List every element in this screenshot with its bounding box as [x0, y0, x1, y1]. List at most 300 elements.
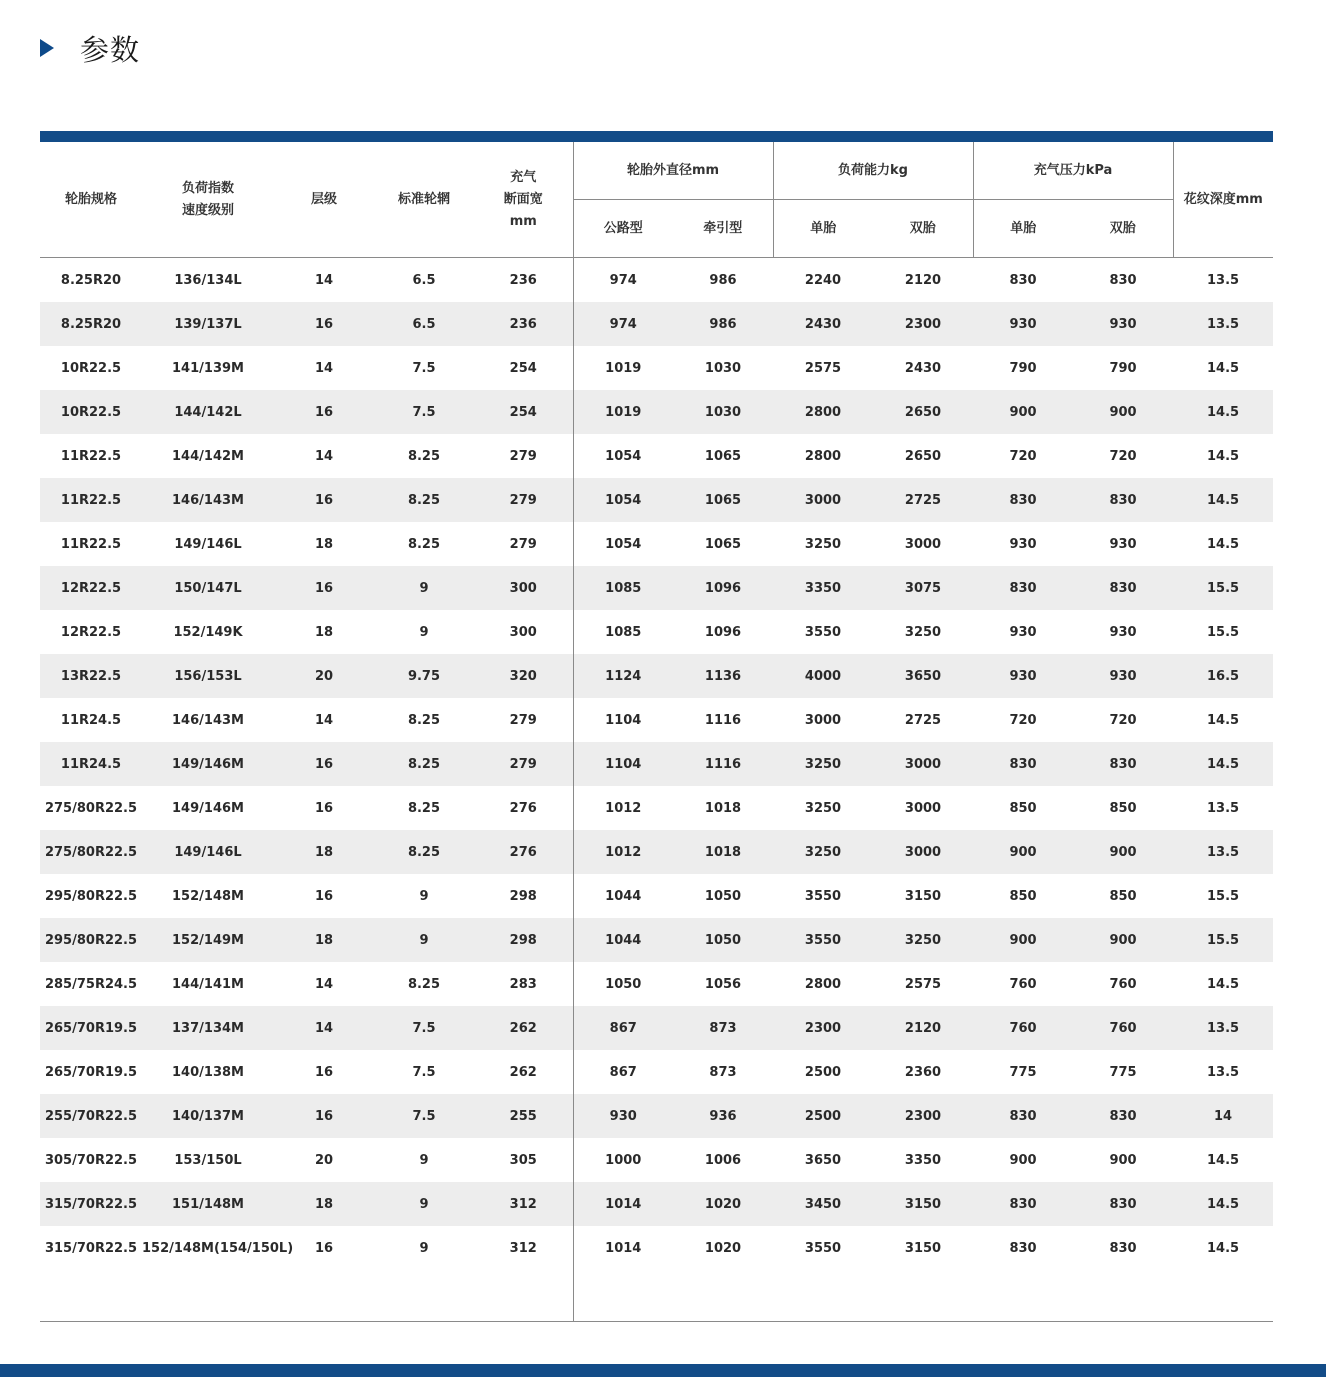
cell-pressure-dual: 830 [1109, 272, 1137, 288]
cell-section-width: 279 [474, 742, 573, 786]
cell-diameter-road: 1012 [573, 786, 673, 830]
cell-load-speed: 152/148M [172, 888, 244, 904]
cell-load-speed: 141/139M [172, 360, 244, 376]
cell-pressure-dual: 775 [1109, 1064, 1137, 1080]
cell-ply: 20 [274, 654, 374, 698]
cell-section-width: 236 [509, 272, 537, 288]
cell-diameter-road: 1054 [573, 434, 673, 478]
cell-load-single: 3000 [773, 478, 873, 522]
cell-pressure-dual: 830 [1109, 1240, 1137, 1256]
cell-load-speed: 152/148M(154/150L) [142, 1240, 294, 1256]
cell-load-dual: 2575 [904, 976, 942, 992]
cell-pressure-dual: 830 [1073, 742, 1173, 786]
table-row [40, 1182, 1273, 1226]
cell-spec: 11R24.5 [40, 742, 142, 786]
cell-load-dual: 3350 [904, 1152, 942, 1168]
cell-load-dual: 3075 [873, 566, 973, 610]
cell-ply: 16 [314, 888, 334, 904]
spacer-cell [1173, 1270, 1273, 1322]
cell-tread-depth: 13.5 [1173, 1006, 1273, 1050]
cell-ply: 18 [274, 918, 374, 962]
cell-section-width: 298 [474, 918, 573, 962]
cell-tread-depth: 14.5 [1173, 742, 1273, 786]
table-row [40, 434, 1273, 478]
cell-load-dual: 3250 [904, 624, 942, 640]
cell-pressure-dual: 850 [1109, 800, 1137, 816]
cell-rim: 9.75 [374, 654, 474, 698]
cell-load-single: 3450 [773, 1182, 873, 1226]
cell-load-speed: 156/153L [142, 654, 274, 698]
cell-rim: 9 [374, 566, 474, 610]
cell-tread-depth: 14.5 [1173, 390, 1273, 434]
cell-diameter-traction: 1030 [704, 360, 742, 376]
cell-tread-depth: 14.5 [1206, 448, 1240, 464]
cell-diameter-road: 1124 [573, 654, 673, 698]
cell-load-speed: 146/143M [172, 712, 244, 728]
cell-rim: 9 [419, 888, 429, 904]
cell-tread-depth: 14.5 [1206, 712, 1240, 728]
cell-ply: 16 [274, 1094, 374, 1138]
cell-load-speed: 152/149M [142, 918, 274, 962]
cell-pressure-single: 760 [1009, 976, 1037, 992]
cell-pressure-single: 830 [973, 566, 1073, 610]
cell-ply: 16 [314, 1240, 334, 1256]
cell-load-single: 3350 [773, 566, 873, 610]
header-diameter-road: 公路型 [573, 200, 673, 258]
cell-spec: 275/80R22.5 [40, 830, 142, 874]
cell-load-dual: 3000 [873, 742, 973, 786]
header-diameter: 轮胎外直径mm [573, 142, 773, 200]
cell-load-single: 3250 [804, 536, 842, 552]
table-row [40, 302, 1273, 346]
cell-load-speed: 149/146L [142, 830, 274, 874]
cell-section-width: 279 [509, 712, 537, 728]
cell-diameter-road: 1012 [573, 830, 673, 874]
cell-load-speed: 137/134M [142, 1006, 274, 1050]
cell-ply: 18 [274, 1182, 374, 1226]
cell-pressure-dual: 930 [1109, 624, 1137, 640]
cell-load-single: 3650 [804, 1152, 842, 1168]
cell-rim: 8.25 [407, 536, 441, 552]
cell-section-width: 255 [474, 1094, 573, 1138]
cell-pressure-single: 830 [973, 1094, 1073, 1138]
table-row [40, 1050, 1273, 1094]
cell-pressure-single: 760 [973, 1006, 1073, 1050]
spacer-cell [873, 1270, 973, 1322]
cell-load-dual: 2120 [873, 1006, 973, 1050]
cell-tread-depth: 13.5 [1173, 302, 1273, 346]
cell-load-dual: 2725 [873, 478, 973, 522]
cell-tread-depth: 16.5 [1173, 654, 1273, 698]
cell-pressure-single: 930 [1009, 536, 1037, 552]
cell-spec: 8.25R20 [40, 302, 142, 346]
header-width-line3: mm [509, 213, 537, 229]
cell-diameter-road: 1014 [573, 1226, 673, 1270]
cell-pressure-single: 830 [973, 1182, 1073, 1226]
tire-spec-table [40, 142, 1273, 1322]
cell-tread-depth: 14 [1173, 1094, 1273, 1138]
header-rim: 标准轮辋 [374, 142, 474, 258]
cell-load-single: 2500 [773, 1094, 873, 1138]
cell-ply: 16 [274, 566, 374, 610]
table-row [40, 654, 1273, 698]
cell-rim: 8.25 [374, 830, 474, 874]
cell-diameter-road: 1014 [573, 1182, 673, 1226]
cell-rim: 7.5 [374, 390, 474, 434]
page-title: 参数 [80, 32, 141, 67]
cell-load-speed: 149/146M [142, 742, 274, 786]
cell-section-width: 305 [509, 1152, 537, 1168]
cell-pressure-dual: 760 [1073, 1006, 1173, 1050]
cell-pressure-dual: 900 [1109, 1152, 1137, 1168]
triangle-bullet-icon [40, 39, 54, 57]
cell-diameter-road: 867 [573, 1006, 673, 1050]
cell-section-width: 312 [474, 1182, 573, 1226]
table-row [40, 1138, 1273, 1182]
cell-diameter-road: 1050 [573, 962, 673, 1006]
cell-ply: 16 [274, 478, 374, 522]
cell-pressure-single: 930 [973, 302, 1073, 346]
cell-diameter-traction: 986 [709, 272, 737, 288]
cell-pressure-dual: 930 [1073, 302, 1173, 346]
cell-load-dual: 3150 [904, 888, 942, 904]
cell-diameter-traction: 986 [673, 302, 773, 346]
spacer-cell [773, 1270, 873, 1322]
cell-load-single: 3550 [804, 1240, 842, 1256]
cell-tread-depth: 14.5 [1206, 976, 1240, 992]
header-speed-rating: 速度级别 [181, 202, 234, 218]
cell-spec: 11R24.5 [60, 712, 122, 728]
cell-section-width: 300 [509, 624, 537, 640]
cell-pressure-dual: 830 [1073, 1094, 1173, 1138]
cell-ply: 16 [314, 800, 334, 816]
cell-load-single: 2300 [773, 1006, 873, 1050]
cell-load-speed: 144/142L [142, 390, 274, 434]
cell-spec: 315/70R22.5 [44, 1240, 138, 1256]
header-pressure-single: 单胎 [973, 200, 1073, 258]
cell-spec: 265/70R19.5 [44, 1064, 138, 1080]
cell-load-dual: 2725 [904, 712, 942, 728]
spacer-cell [1073, 1270, 1173, 1322]
cell-diameter-road: 1019 [573, 346, 673, 390]
cell-pressure-single: 850 [1009, 800, 1037, 816]
cell-load-speed: 144/142M [172, 448, 244, 464]
header-diameter-traction: 牵引型 [673, 200, 773, 258]
cell-load-speed: 150/147L [142, 566, 274, 610]
cell-diameter-road: 1104 [573, 742, 673, 786]
header-load-single: 单胎 [773, 200, 873, 258]
cell-rim: 7.5 [412, 1064, 436, 1080]
spacer-cell [573, 1270, 673, 1322]
cell-pressure-dual: 830 [1073, 1182, 1173, 1226]
table-spacer-row [40, 1270, 1273, 1322]
cell-rim: 9 [419, 1152, 429, 1168]
cell-diameter-traction: 1030 [673, 390, 773, 434]
header-width-line1: 充气 [510, 169, 537, 185]
cell-spec: 11R22.5 [60, 536, 122, 552]
cell-load-single: 2800 [773, 390, 873, 434]
cell-diameter-traction: 1056 [704, 976, 742, 992]
cell-pressure-single: 930 [1009, 624, 1037, 640]
cell-rim: 9 [419, 1240, 429, 1256]
cell-pressure-single: 790 [1009, 360, 1037, 376]
cell-pressure-dual: 760 [1109, 976, 1137, 992]
table-body [40, 258, 1273, 1322]
cell-diameter-traction: 1020 [704, 1240, 742, 1256]
cell-spec: 12R22.5 [60, 624, 122, 640]
cell-tread-depth: 13.5 [1206, 1064, 1240, 1080]
cell-diameter-road: 1085 [573, 610, 673, 654]
cell-diameter-traction: 1020 [673, 1182, 773, 1226]
cell-diameter-road: 1019 [573, 390, 673, 434]
cell-tread-depth: 14.5 [1206, 1240, 1240, 1256]
cell-diameter-traction: 1116 [704, 712, 742, 728]
cell-diameter-road: 1085 [573, 566, 673, 610]
cell-pressure-dual: 900 [1073, 918, 1173, 962]
cell-pressure-dual: 900 [1073, 830, 1173, 874]
cell-pressure-single: 830 [973, 478, 1073, 522]
cell-section-width: 236 [474, 302, 573, 346]
cell-diameter-road: 930 [573, 1094, 673, 1138]
spacer-cell [673, 1270, 773, 1322]
cell-rim: 9 [374, 918, 474, 962]
cell-load-dual: 3150 [904, 1240, 942, 1256]
cell-diameter-road: 1044 [573, 874, 673, 918]
cell-spec: 295/80R22.5 [40, 918, 142, 962]
section-heading [40, 28, 140, 68]
cell-pressure-dual: 830 [1073, 566, 1173, 610]
cell-section-width: 279 [509, 448, 537, 464]
cell-pressure-dual: 720 [1109, 448, 1137, 464]
table-row [40, 390, 1273, 434]
cell-rim: 8.25 [407, 712, 441, 728]
header-pressure-dual: 双胎 [1073, 200, 1173, 258]
table-row [40, 1226, 1273, 1270]
cell-spec: 10R22.5 [40, 390, 142, 434]
table-row [40, 566, 1273, 610]
table-row [40, 874, 1273, 918]
cell-rim: 7.5 [374, 1006, 474, 1050]
cell-load-single: 3550 [773, 918, 873, 962]
cell-diameter-traction: 1006 [704, 1152, 742, 1168]
table-row [40, 786, 1273, 830]
cell-diameter-road: 974 [573, 258, 673, 303]
cell-ply: 18 [274, 830, 374, 874]
cell-pressure-single: 830 [1009, 1240, 1037, 1256]
cell-section-width: 283 [509, 976, 537, 992]
cell-tread-depth: 13.5 [1206, 272, 1240, 288]
cell-load-single: 3000 [804, 712, 842, 728]
cell-spec: 305/70R22.5 [44, 1152, 138, 1168]
cell-section-width: 276 [474, 830, 573, 874]
cell-rim: 6.5 [374, 302, 474, 346]
cell-load-speed: 149/146M [172, 800, 244, 816]
cell-tread-depth: 14.5 [1206, 360, 1240, 376]
cell-pressure-dual: 790 [1109, 360, 1137, 376]
table-row [40, 1006, 1273, 1050]
cell-pressure-single: 900 [973, 918, 1073, 962]
cell-load-speed: 144/141M [172, 976, 244, 992]
cell-load-dual: 3650 [873, 654, 973, 698]
cell-ply: 16 [274, 302, 374, 346]
table-row [40, 258, 1273, 303]
cell-tread-depth: 15.5 [1173, 918, 1273, 962]
spacer-cell [142, 1270, 274, 1322]
cell-spec: 295/80R22.5 [44, 888, 138, 904]
cell-diameter-traction: 1018 [673, 830, 773, 874]
cell-load-dual: 3000 [873, 830, 973, 874]
table-row [40, 610, 1273, 654]
header-pressure: 充气压力kPa [973, 142, 1173, 200]
cell-rim: 8.25 [407, 976, 441, 992]
cell-section-width: 262 [474, 1006, 573, 1050]
cell-rim: 9 [419, 624, 429, 640]
cell-pressure-single: 830 [973, 742, 1073, 786]
cell-tread-depth: 14.5 [1206, 1152, 1240, 1168]
cell-load-speed: 153/150L [174, 1152, 242, 1168]
table-row [40, 1094, 1273, 1138]
header-ply: 层级 [274, 142, 374, 258]
cell-section-width: 262 [509, 1064, 537, 1080]
cell-diameter-road: 1044 [573, 918, 673, 962]
cell-diameter-traction: 1065 [673, 478, 773, 522]
spacer-cell [374, 1270, 474, 1322]
cell-load-single: 3250 [773, 830, 873, 874]
cell-section-width: 320 [474, 654, 573, 698]
table-row [40, 742, 1273, 786]
cell-pressure-dual: 930 [1109, 536, 1137, 552]
cell-rim: 7.5 [412, 360, 436, 376]
cell-ply: 14 [314, 976, 334, 992]
cell-spec: 285/75R24.5 [44, 976, 138, 992]
cell-load-speed: 146/143M [142, 478, 274, 522]
cell-diameter-traction: 1050 [673, 918, 773, 962]
cell-ply: 20 [314, 1152, 334, 1168]
cell-tread-depth: 15.5 [1206, 888, 1240, 904]
cell-ply: 18 [314, 536, 334, 552]
cell-pressure-single: 850 [1009, 888, 1037, 904]
cell-rim: 8.25 [374, 478, 474, 522]
cell-load-single: 2500 [804, 1064, 842, 1080]
cell-diameter-road: 867 [573, 1050, 673, 1094]
cell-rim: 8.25 [374, 742, 474, 786]
table-row [40, 478, 1273, 522]
cell-load-single: 3250 [804, 800, 842, 816]
spacer-cell [474, 1270, 573, 1322]
cell-section-width: 300 [474, 566, 573, 610]
cell-spec: 13R22.5 [40, 654, 142, 698]
cell-load-single: 2800 [804, 448, 842, 464]
cell-tread-depth: 13.5 [1206, 800, 1240, 816]
cell-diameter-road: 1104 [573, 698, 673, 742]
cell-load-single: 2800 [804, 976, 842, 992]
cell-load-dual: 3250 [873, 918, 973, 962]
cell-load-dual: 2650 [904, 448, 942, 464]
cell-pressure-single: 830 [1009, 272, 1037, 288]
cell-diameter-traction: 1065 [704, 536, 742, 552]
cell-section-width: 279 [509, 536, 537, 552]
cell-diameter-road: 1054 [573, 522, 673, 566]
cell-spec: 265/70R19.5 [40, 1006, 142, 1050]
cell-load-dual: 2120 [904, 272, 942, 288]
cell-pressure-single: 720 [1009, 448, 1037, 464]
cell-diameter-traction: 873 [673, 1006, 773, 1050]
cell-diameter-traction: 1136 [673, 654, 773, 698]
cell-spec: 11R22.5 [40, 478, 142, 522]
cell-load-single: 3250 [773, 742, 873, 786]
cell-ply: 14 [274, 1006, 374, 1050]
cell-diameter-traction: 1050 [704, 888, 742, 904]
header-spec: 轮胎规格 [40, 142, 142, 258]
cell-ply: 14 [314, 360, 334, 376]
cell-section-width: 254 [509, 360, 537, 376]
cell-load-single: 2430 [773, 302, 873, 346]
cell-spec: 8.25R20 [60, 272, 122, 288]
cell-diameter-road: 1054 [573, 478, 673, 522]
cell-spec: 12R22.5 [40, 566, 142, 610]
cell-load-speed: 149/146L [174, 536, 242, 552]
header-load-index: 负荷指数 [181, 180, 234, 196]
cell-section-width: 312 [509, 1240, 537, 1256]
cell-diameter-road: 1000 [573, 1138, 673, 1182]
table-header [40, 142, 1273, 258]
cell-section-width: 254 [474, 390, 573, 434]
cell-rim: 8.25 [407, 448, 441, 464]
cell-diameter-traction: 1096 [704, 624, 742, 640]
header-load-speed [142, 142, 274, 258]
cell-diameter-traction: 1116 [673, 742, 773, 786]
table-row [40, 698, 1273, 742]
table-row [40, 918, 1273, 962]
header-width-line2: 断面宽 [503, 191, 543, 207]
cell-spec: 11R22.5 [60, 448, 122, 464]
cell-tread-depth: 13.5 [1173, 830, 1273, 874]
cell-diameter-traction: 936 [673, 1094, 773, 1138]
spacer-cell [40, 1270, 142, 1322]
cell-section-width: 276 [509, 800, 537, 816]
spacer-cell [274, 1270, 374, 1322]
cell-rim: 6.5 [412, 272, 436, 288]
cell-load-single: 4000 [773, 654, 873, 698]
cell-ply: 16 [314, 1064, 334, 1080]
cell-ply: 16 [274, 390, 374, 434]
cell-tread-depth: 15.5 [1173, 566, 1273, 610]
cell-spec: 10R22.5 [60, 360, 122, 376]
header-load-dual: 双胎 [873, 200, 973, 258]
cell-ply: 14 [314, 448, 334, 464]
spacer-cell [973, 1270, 1073, 1322]
cell-pressure-single: 930 [973, 654, 1073, 698]
cell-load-dual: 2300 [873, 302, 973, 346]
cell-load-single: 3550 [804, 624, 842, 640]
cell-spec: 255/70R22.5 [40, 1094, 142, 1138]
cell-spec: 275/80R22.5 [44, 800, 138, 816]
cell-rim: 9 [374, 1182, 474, 1226]
table-top-bar [40, 131, 1273, 142]
cell-pressure-single: 720 [1009, 712, 1037, 728]
cell-ply: 16 [274, 742, 374, 786]
table-row [40, 346, 1273, 390]
cell-tread-depth: 15.5 [1206, 624, 1240, 640]
cell-pressure-single: 900 [973, 390, 1073, 434]
cell-load-dual: 3000 [904, 536, 942, 552]
cell-load-speed: 152/149K [173, 624, 243, 640]
table-row [40, 522, 1273, 566]
cell-load-single: 2240 [804, 272, 842, 288]
cell-pressure-single: 900 [1009, 1152, 1037, 1168]
cell-load-dual: 3150 [873, 1182, 973, 1226]
cell-pressure-dual: 900 [1073, 390, 1173, 434]
